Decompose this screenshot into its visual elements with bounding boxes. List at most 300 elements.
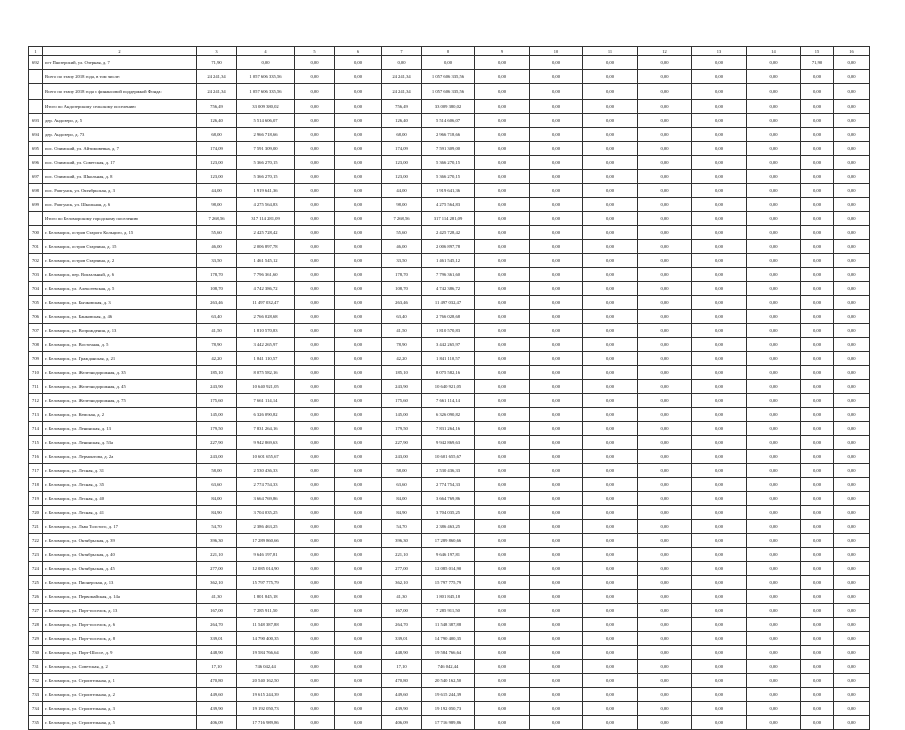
value-cell: 0,00: [834, 702, 870, 716]
value-cell: 0,00: [834, 170, 870, 184]
row-number-cell: 724: [29, 562, 43, 576]
value-cell: 0,00: [583, 142, 638, 156]
value-cell: 0,00: [583, 576, 638, 590]
value-cell: 0,00: [801, 296, 834, 310]
value-cell: 0,00: [475, 352, 530, 366]
value-cell: 0,00: [583, 506, 638, 520]
value-cell: 0,00: [747, 450, 801, 464]
value-cell: 0,00: [475, 576, 530, 590]
value-cell: 0,00: [801, 170, 834, 184]
value-cell: 0,00: [834, 576, 870, 590]
value-cell: 0,00: [638, 296, 692, 310]
value-cell: 0,00: [834, 366, 870, 380]
value-cell: 19 192 050,73: [422, 702, 475, 716]
value-cell: 0,00: [583, 338, 638, 352]
value-cell: 0,00: [475, 366, 530, 380]
value-cell: 0,00: [801, 548, 834, 562]
value-cell: 0,00: [295, 268, 335, 282]
value-cell: 0,00: [801, 366, 834, 380]
address-cell: г. Беломорск, ул. Порт-поселок, д. 13: [43, 604, 197, 618]
row-number-cell: 729: [29, 632, 43, 646]
value-cell: 0,00: [530, 380, 583, 394]
value-cell: 243,90: [197, 380, 237, 394]
value-cell: 0,00: [801, 128, 834, 142]
value-cell: 0,00: [295, 408, 335, 422]
value-cell: 0,00: [295, 142, 335, 156]
value-cell: 24 241,34: [382, 84, 422, 100]
value-cell: 0,00: [583, 184, 638, 198]
value-cell: 0,00: [747, 226, 801, 240]
value-cell: 0,00: [530, 618, 583, 632]
value-cell: 0,00: [638, 450, 692, 464]
value-cell: 0,00: [295, 520, 335, 534]
value-cell: 0,00: [801, 660, 834, 674]
value-cell: 0,00: [834, 128, 870, 142]
value-cell: 175,60: [197, 394, 237, 408]
value-cell: 0,00: [801, 590, 834, 604]
value-cell: 0,00: [834, 450, 870, 464]
value-cell: 0,00: [801, 212, 834, 226]
value-cell: 0,00: [295, 506, 335, 520]
value-cell: 123,00: [197, 170, 237, 184]
value-cell: 0,00: [295, 128, 335, 142]
value-cell: 174,09: [197, 142, 237, 156]
address-cell: г. Беломорск, ул. Октябрьская, д. 39: [43, 534, 197, 548]
value-cell: 0,00: [834, 212, 870, 226]
value-cell: 1 810 570,83: [237, 324, 295, 338]
table-row: [29, 184, 870, 198]
value-cell: 3 664 769,86: [237, 492, 295, 506]
value-cell: 470,80: [382, 674, 422, 688]
value-cell: 0,00: [583, 128, 638, 142]
table-row: [29, 604, 870, 618]
row-number-cell: 704: [29, 282, 43, 296]
value-cell: 1 461 545,12: [422, 254, 475, 268]
value-cell: 19 615 244,39: [237, 688, 295, 702]
value-cell: 0,00: [834, 156, 870, 170]
value-cell: 167,00: [197, 604, 237, 618]
value-cell: 0,00: [801, 492, 834, 506]
value-cell: 17,10: [197, 660, 237, 674]
value-cell: 24 241,34: [197, 70, 237, 84]
value-cell: 33,50: [382, 254, 422, 268]
value-cell: 0,00: [295, 562, 335, 576]
column-number-cell: 4: [237, 47, 295, 56]
value-cell: 0,00: [801, 282, 834, 296]
value-cell: 0,00: [834, 548, 870, 562]
row-number-cell: 723: [29, 548, 43, 562]
row-number-cell: 719: [29, 492, 43, 506]
address-cell: г. Беломорск, ул. Лесная, д. 41: [43, 506, 197, 520]
value-cell: 63,60: [382, 478, 422, 492]
value-cell: 0,00: [747, 436, 801, 450]
value-cell: 0,00: [638, 688, 692, 702]
value-cell: 0,00: [583, 646, 638, 660]
value-cell: 3 704 035,25: [422, 506, 475, 520]
value-cell: 0,00: [801, 688, 834, 702]
value-cell: 0,00: [638, 70, 692, 84]
column-number-cell: 3: [197, 47, 237, 56]
value-cell: 277,00: [382, 562, 422, 576]
value-cell: 0,00: [530, 156, 583, 170]
address-cell: г. Беломорск, ул. Первомайская, д. 14а: [43, 590, 197, 604]
value-cell: 0,00: [692, 198, 747, 212]
value-cell: 0,00: [692, 520, 747, 534]
value-cell: 0,00: [583, 562, 638, 576]
value-cell: 0,00: [834, 660, 870, 674]
value-cell: 0,00: [335, 604, 382, 618]
value-cell: 11 548 387,88: [422, 618, 475, 632]
value-cell: 44,00: [197, 184, 237, 198]
value-cell: 0,00: [801, 240, 834, 254]
value-cell: 0,00: [638, 478, 692, 492]
row-number-cell: 735: [29, 716, 43, 730]
value-cell: 0,00: [530, 310, 583, 324]
value-cell: 0,00: [530, 268, 583, 282]
value-cell: 14 790 400,35: [422, 632, 475, 646]
value-cell: 0,00: [692, 716, 747, 730]
table-row: [29, 142, 870, 156]
value-cell: 1 841 110,57: [422, 352, 475, 366]
value-cell: 0,00: [834, 338, 870, 352]
table-row: [29, 380, 870, 394]
value-cell: 0,00: [295, 716, 335, 730]
address-cell: дер. Андозеро, д. 73: [43, 128, 197, 142]
table-row: [29, 688, 870, 702]
value-cell: 1 461 545,12: [237, 254, 295, 268]
value-cell: 0,00: [692, 84, 747, 100]
value-cell: 0,00: [295, 660, 335, 674]
value-cell: 0,00: [801, 380, 834, 394]
value-cell: 0,00: [295, 114, 335, 128]
column-number-cell: 15: [801, 47, 834, 56]
value-cell: 0,00: [335, 324, 382, 338]
value-cell: 0,00: [583, 156, 638, 170]
address-cell: г. Беломорск, ул. Лесная, д. 31: [43, 464, 197, 478]
row-number-cell: 709: [29, 352, 43, 366]
value-cell: 17 289 860,66: [237, 534, 295, 548]
value-cell: 0,00: [530, 576, 583, 590]
value-cell: 0,00: [747, 170, 801, 184]
value-cell: 449,60: [197, 688, 237, 702]
address-cell: г. Беломорск, ул. Лесная, д. 35: [43, 478, 197, 492]
value-cell: 0,00: [747, 492, 801, 506]
value-cell: 0,00: [834, 716, 870, 730]
value-cell: 0,00: [747, 184, 801, 198]
value-cell: 0,00: [747, 674, 801, 688]
value-cell: 24 241,34: [382, 70, 422, 84]
value-cell: 0,00: [801, 422, 834, 436]
address-cell: г. Беломорск, ул. Строительная, д. 2: [43, 688, 197, 702]
value-cell: 0,00: [801, 464, 834, 478]
value-cell: 0,00: [295, 352, 335, 366]
value-cell: 756,49: [197, 100, 237, 114]
value-cell: 0,00: [692, 338, 747, 352]
row-number-cell: 726: [29, 590, 43, 604]
value-cell: 406,09: [197, 716, 237, 730]
value-cell: 42,20: [382, 352, 422, 366]
value-cell: 2 425 728,42: [237, 226, 295, 240]
value-cell: 55,60: [197, 226, 237, 240]
value-cell: 7 661 114,14: [237, 394, 295, 408]
value-cell: 10 640 921,05: [237, 380, 295, 394]
column-number-cell: 1: [29, 47, 43, 56]
value-cell: 0,00: [638, 408, 692, 422]
value-cell: 63,60: [197, 478, 237, 492]
value-cell: 5 514 606,07: [422, 114, 475, 128]
value-cell: 0,00: [638, 324, 692, 338]
value-cell: 0,00: [834, 56, 870, 70]
value-cell: 0,00: [747, 646, 801, 660]
table-row: [29, 394, 870, 408]
row-number-cell: 701: [29, 240, 43, 254]
value-cell: 0,00: [692, 646, 747, 660]
value-cell: 0,00: [638, 674, 692, 688]
value-cell: 0,00: [834, 114, 870, 128]
value-cell: 0,00: [801, 674, 834, 688]
value-cell: 0,00: [583, 618, 638, 632]
value-cell: 78,90: [197, 338, 237, 352]
value-cell: 0,00: [530, 506, 583, 520]
table-row: [29, 240, 870, 254]
subtotal-row: [29, 70, 870, 84]
value-cell: 0,00: [834, 310, 870, 324]
value-cell: 263,46: [382, 296, 422, 310]
value-cell: 0,00: [638, 310, 692, 324]
value-cell: 0,00: [801, 198, 834, 212]
address-cell: дер. Андозеро, д. 5: [43, 114, 197, 128]
value-cell: 178,70: [382, 268, 422, 282]
value-cell: 0,00: [530, 492, 583, 506]
value-cell: 0,00: [747, 660, 801, 674]
value-cell: 0,00: [834, 198, 870, 212]
column-number-cell: 16: [834, 47, 870, 56]
value-cell: 2 766 028,68: [422, 310, 475, 324]
value-cell: 0,00: [475, 394, 530, 408]
value-cell: 0,00: [583, 716, 638, 730]
value-cell: 0,00: [475, 674, 530, 688]
value-cell: 0,00: [747, 520, 801, 534]
value-cell: 221,10: [382, 548, 422, 562]
value-cell: 0,00: [295, 436, 335, 450]
value-cell: 0,00: [475, 142, 530, 156]
value-cell: 0,00: [801, 268, 834, 282]
value-cell: 11 497 032,47: [237, 296, 295, 310]
value-cell: 0,00: [583, 240, 638, 254]
value-cell: 0,00: [530, 226, 583, 240]
value-cell: 0,00: [638, 590, 692, 604]
address-cell: г. Беломорск, ул. Советская, д. 2: [43, 660, 197, 674]
value-cell: 7 268,56: [382, 212, 422, 226]
row-number-cell: 693: [29, 114, 43, 128]
subtotal-row: [29, 212, 870, 226]
value-cell: 33 009 380,02: [237, 100, 295, 114]
row-number-cell: 703: [29, 268, 43, 282]
address-cell: г. Беломорск, ул. Лесная, д. 40: [43, 492, 197, 506]
row-number-cell: [29, 84, 43, 100]
value-cell: 0,00: [335, 646, 382, 660]
value-cell: 0,00: [295, 184, 335, 198]
row-number-cell: 730: [29, 646, 43, 660]
value-cell: 0,00: [295, 56, 335, 70]
table-row: [29, 450, 870, 464]
value-cell: 0,00: [335, 674, 382, 688]
table-row: [29, 632, 870, 646]
value-cell: 0,00: [335, 506, 382, 520]
value-cell: 0,00: [747, 464, 801, 478]
table-row: [29, 226, 870, 240]
table-row: [29, 408, 870, 422]
value-cell: 0,00: [335, 184, 382, 198]
value-cell: 0,00: [530, 352, 583, 366]
value-cell: 2 774 754,33: [237, 478, 295, 492]
value-cell: 19 584 766,64: [237, 646, 295, 660]
value-cell: 0,00: [801, 114, 834, 128]
value-cell: 0,00: [638, 226, 692, 240]
value-cell: 0,00: [801, 226, 834, 240]
value-cell: 0,00: [692, 142, 747, 156]
value-cell: 0,00: [747, 632, 801, 646]
value-cell: 0,00: [295, 254, 335, 268]
value-cell: 17 716 989,86: [422, 716, 475, 730]
value-cell: 0,00: [692, 394, 747, 408]
value-cell: 0,00: [747, 352, 801, 366]
value-cell: 0,00: [530, 366, 583, 380]
row-number-cell: 711: [29, 380, 43, 394]
row-number-cell: 713: [29, 408, 43, 422]
value-cell: 2 530 436,33: [422, 464, 475, 478]
value-cell: 0,00: [801, 436, 834, 450]
value-cell: 71,90: [801, 56, 834, 70]
value-cell: 1 841 110,57: [237, 352, 295, 366]
value-cell: 63,40: [382, 310, 422, 324]
value-cell: 10 601 655,67: [422, 450, 475, 464]
value-cell: 0,00: [692, 128, 747, 142]
value-cell: 0,00: [335, 282, 382, 296]
column-number-cell: 9: [475, 47, 530, 56]
value-cell: 0,00: [583, 450, 638, 464]
address-cell: г. Беломорск, ул. Строительная, д. 1: [43, 674, 197, 688]
table-row: [29, 660, 870, 674]
value-cell: 0,00: [475, 282, 530, 296]
value-cell: 0,00: [638, 380, 692, 394]
value-cell: 0,00: [295, 324, 335, 338]
value-cell: 0,00: [475, 604, 530, 618]
value-cell: 108,70: [197, 282, 237, 296]
value-cell: 0,00: [475, 114, 530, 128]
value-cell: 0,00: [475, 56, 530, 70]
value-cell: 0,00: [295, 478, 335, 492]
value-cell: 0,00: [638, 604, 692, 618]
value-cell: 0,00: [530, 240, 583, 254]
value-cell: 46,00: [197, 240, 237, 254]
value-cell: 0,00: [530, 128, 583, 142]
value-cell: 0,00: [335, 716, 382, 730]
value-cell: 0,00: [583, 296, 638, 310]
value-cell: 4 275 564,83: [237, 198, 295, 212]
value-cell: 0,00: [801, 156, 834, 170]
value-cell: 0,00: [475, 408, 530, 422]
value-cell: 0,00: [692, 618, 747, 632]
value-cell: 0,00: [295, 688, 335, 702]
address-cell: г. Беломорск, ул. Железнодорожная, д. 45: [43, 380, 197, 394]
value-cell: 0,00: [692, 296, 747, 310]
value-cell: 2 966 718,66: [237, 128, 295, 142]
row-number-cell: 708: [29, 338, 43, 352]
value-cell: 0,00: [834, 352, 870, 366]
value-cell: 0,00: [801, 632, 834, 646]
value-cell: 0,00: [475, 70, 530, 84]
address-cell: г. Беломорск, ул. Бычковская, д. 3: [43, 296, 197, 310]
value-cell: 362,10: [197, 576, 237, 590]
value-cell: 0,00: [295, 464, 335, 478]
table-row: [29, 702, 870, 716]
value-cell: 3 704 035,25: [237, 506, 295, 520]
row-number-cell: 717: [29, 464, 43, 478]
value-cell: 0,00: [801, 646, 834, 660]
column-number-row: [29, 47, 870, 56]
value-cell: 0,00: [475, 534, 530, 548]
value-cell: 0,00: [475, 84, 530, 100]
value-cell: 746 042,44: [422, 660, 475, 674]
value-cell: 0,00: [475, 632, 530, 646]
value-cell: 0,00: [834, 632, 870, 646]
address-cell: г. Беломорск, ул. Строительная, д. 5: [43, 716, 197, 730]
value-cell: 0,00: [692, 422, 747, 436]
value-cell: 0,00: [335, 702, 382, 716]
column-number-cell: 8: [422, 47, 475, 56]
value-cell: 0,00: [692, 212, 747, 226]
address-cell: г. Беломорск, ул. Восточная, д. 5: [43, 338, 197, 352]
value-cell: 0,00: [747, 380, 801, 394]
row-number-cell: 732: [29, 674, 43, 688]
value-cell: 0,00: [638, 114, 692, 128]
address-cell: г. Беломорск, ул. Пионерская, д. 13: [43, 576, 197, 590]
value-cell: 0,00: [530, 562, 583, 576]
value-cell: 0,00: [335, 520, 382, 534]
value-cell: 0,00: [834, 534, 870, 548]
value-cell: 0,00: [747, 408, 801, 422]
value-cell: 0,00: [475, 478, 530, 492]
address-cell: г. Беломорск, ул. Лермонтова, д. 2а: [43, 450, 197, 464]
value-cell: 0,00: [475, 338, 530, 352]
value-cell: 0,00: [747, 142, 801, 156]
value-cell: 17 289 860,66: [422, 534, 475, 548]
value-cell: 0,00: [638, 492, 692, 506]
value-cell: 0,00: [834, 422, 870, 436]
value-cell: 19 584 766,64: [422, 646, 475, 660]
address-cell: г. Беломорск, ул. Банковская, д. 46: [43, 310, 197, 324]
value-cell: 78,90: [382, 338, 422, 352]
value-cell: 1 810 570,83: [422, 324, 475, 338]
row-number-cell: 716: [29, 450, 43, 464]
column-number-cell: 5: [295, 47, 335, 56]
value-cell: 0,00: [834, 674, 870, 688]
value-cell: 0,00: [638, 576, 692, 590]
value-cell: 0,00: [475, 212, 530, 226]
value-cell: 24 241,34: [197, 84, 237, 100]
value-cell: 317 114 281,09: [237, 212, 295, 226]
value-cell: 54,70: [197, 520, 237, 534]
value-cell: 0,00: [475, 562, 530, 576]
value-cell: 6 326 090,82: [422, 408, 475, 422]
value-cell: 0,00: [475, 506, 530, 520]
address-cell: г. Беломорск, ул. Порт-Шоссе, д. 9: [43, 646, 197, 660]
value-cell: 0,00: [747, 422, 801, 436]
value-cell: 0,00: [475, 422, 530, 436]
value-cell: 0,00: [692, 268, 747, 282]
value-cell: 0,00: [475, 380, 530, 394]
